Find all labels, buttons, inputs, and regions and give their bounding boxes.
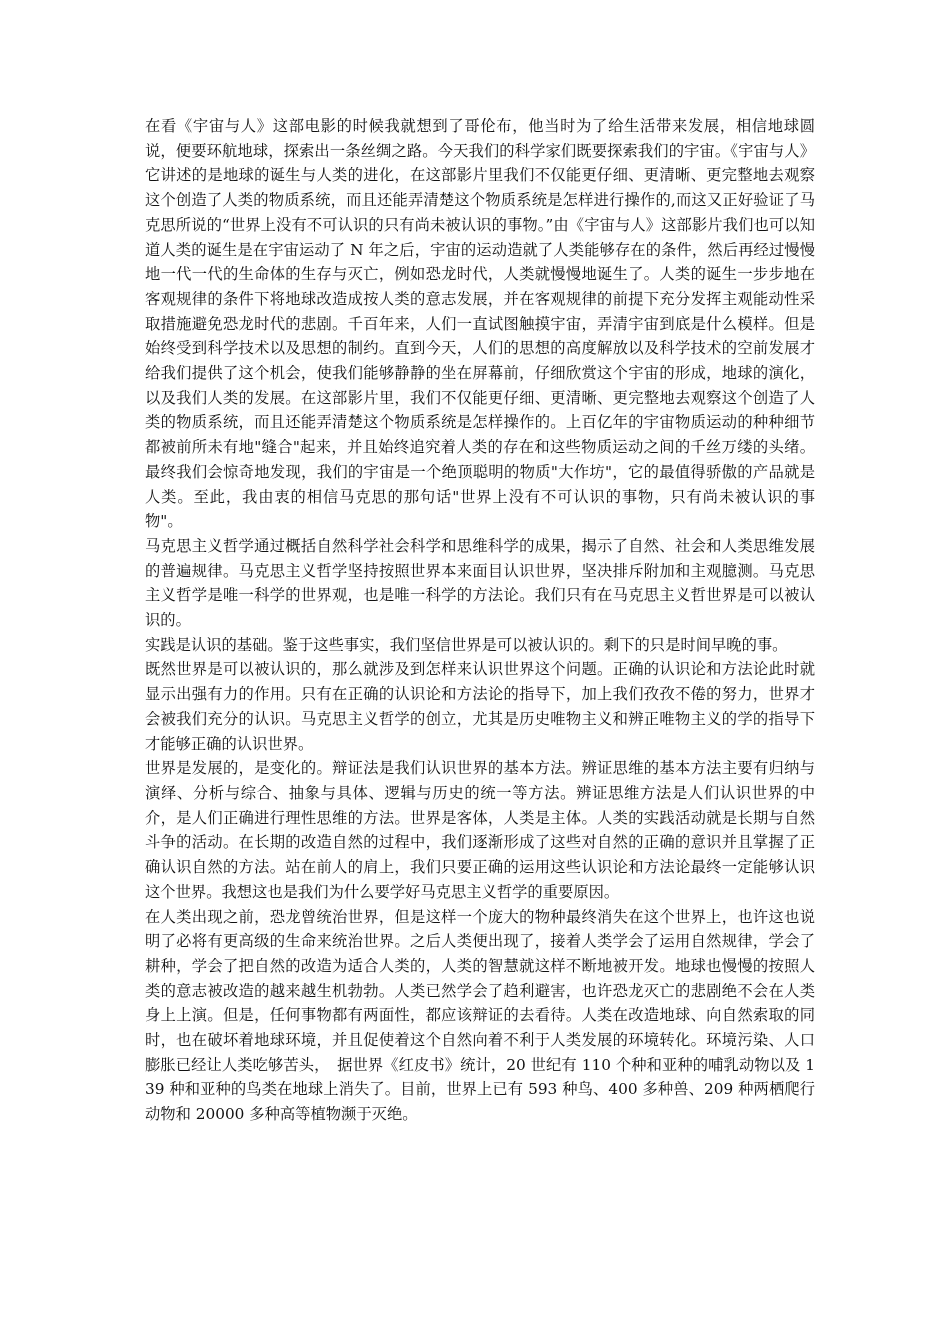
document-body	[145, 114, 815, 1127]
paragraph-4: 既然世界是可以被认识的，那么就涉及到怎样来认识世界这个问题。正确的认识论和方法论此时就显示出强有力的作用。只有在正确的认识论和方法论的指导下，加上我们孜孜不倦的努力，世界才会被我们充分的认识。马克思主义哲学的创立，尤其是历史唯物主义和辨正唯物主义的学的指导下才能够正确的认识世界。	[145, 660, 815, 753]
paragraph-2: 马克思主义哲学通过概括自然科学社会科学和思维科学的成果，揭示了自然、社会和人类思维发展的普遍规律。马克思主义哲学坚持按照世界本来面目认识世界，坚决排斥附加和主观臆测。马克思主义哲学是唯一科学的世界观，也是唯一科学的方法论。我们只有在马克思主义哲世界是可以被认识的。	[145, 536, 815, 630]
paragraph-3: 实践是认识的基础。鉴于这些事实，我们坚信世界是可以被认识的。剩下的只是时间早晚的事。	[145, 635, 788, 654]
paragraph-5: 世界是发展的，是变化的。辩证法是我们认识世界的基本方法。辨证思维的基本方法主要有归纳与演绎、分析与综合、抽象与具体、逻辑与历史的统一等方法。辨证思维方法是人们认识世界的中介，是人们正确进行理性思维的方法。世界是客体，人类是主体。人类的实践活动就是长期与自然斗争的活动。在长期的改造自然的过程中，我们逐渐形成了这些对自然的正确的意识并且掌握了正确认识自然的方法。站在前人的肩上，我们只要正确的运用这些认识论和方法论最终一定能够认识这个世界。我想这也是我们为什么要学好马克思主义哲学的重要原因。	[145, 759, 815, 901]
paragraph-1: 在看《宇宙与人》这部电影的时候我就想到了哥伦布，他当时为了给生活带来发展，相信地球圆说，便要环航地球，探索出一条丝绸之路。今天我们的科学家们既要探索我们的宇宙。《宇宙与人》它讲述的是地球的诞生与人类的进化，在这部影片里我们不仅能更仔细、更清晰、更完整地去观察这个创造了人类的物质系统，而且还能弄清楚这个物质系统是怎样进行操作的,而这又正好验证了马克思所说的“世界上没有不可认识的只有尚未被认识的事物。”由《宇宙与人》这部影片我们也可以知道人类的诞生是在宇宙运动了 N 年之后，宇宙的运动造就了人类能够存在的条件，然后再经过慢慢地一代一代的生命体的生存与灭亡，例如恐龙时代，人类就慢慢地诞生了。人类的诞生一步步地在客观规律的条件下将地球改造成按人类的意志发展，并在客观规律的前提下充分发挥主观能动性采取措施避免恐龙时代的悲剧。千百年来，人们一直试图触摸宇宙，弄清宇宙到底是什么模样。但是始终受到科学技术以及思想的制约。直到今天，人们的思想的高度解放以及科学技术的空前发展才给我们提供了这个机会，使我们能够静静的坐在屏幕前，仔细欣赏这个宇宙的形成，地球的演化，以及我们人类的发展。在这部影片里，我们不仅能更仔细、更清晰、更完整地去观察这个创造了人类的物质系统，而且还能弄清楚这个物质系统是怎样操作的。上百亿年的宇宙物质运动的种种细节都被前所未有地"缝合"起来，并且始终追究着人类的存在和这些物质运动之间的千丝万缕的头绪。最终我们会惊奇地发现，我们的宇宙是一个绝顶聪明的物质"大作坊"，它的最值得骄傲的产品就是人类。至此，我由衷的相信马克思的那句话"世界上没有不可认识的事物，只有尚未被认识的事物"。	[145, 117, 815, 531]
paragraph-6: 在人类出现之前，恐龙曾统治世界，但是这样一个庞大的物种最终消失在这个世界上，也许这也说明了必将有更高级的生命来统治世界。之后人类便出现了，接着人类学会了运用自然规律，学会了耕种，学会了把自然的改造为适合人类的，人类的智慧就这样不断地被开发。地球也慢慢的按照人类的意志被改造的越来越生机勃勃。人类已然学会了趋利避害，也许恐龙灭亡的悲剧绝不会在人类身上上演。但是，任何事物都有两面性，都应该辩证的去看待。人类在改造地球、向自然索取的同时，也在破坏着地球环境，并且促使着这个自然向着不利于人类发展的环境转化。环境污染、人口膨胀已经让人类吃够苦头， 据世界《红皮书》统计，20 世纪有 110 个种和亚种的哺乳动物以及 139 种和亚种的鸟类在地球上消失了。目前，世界上已有 593 种鸟、400 多种兽、209 种两栖爬行动物和 20000 多种高等植物濒于灭绝。	[145, 907, 815, 1124]
